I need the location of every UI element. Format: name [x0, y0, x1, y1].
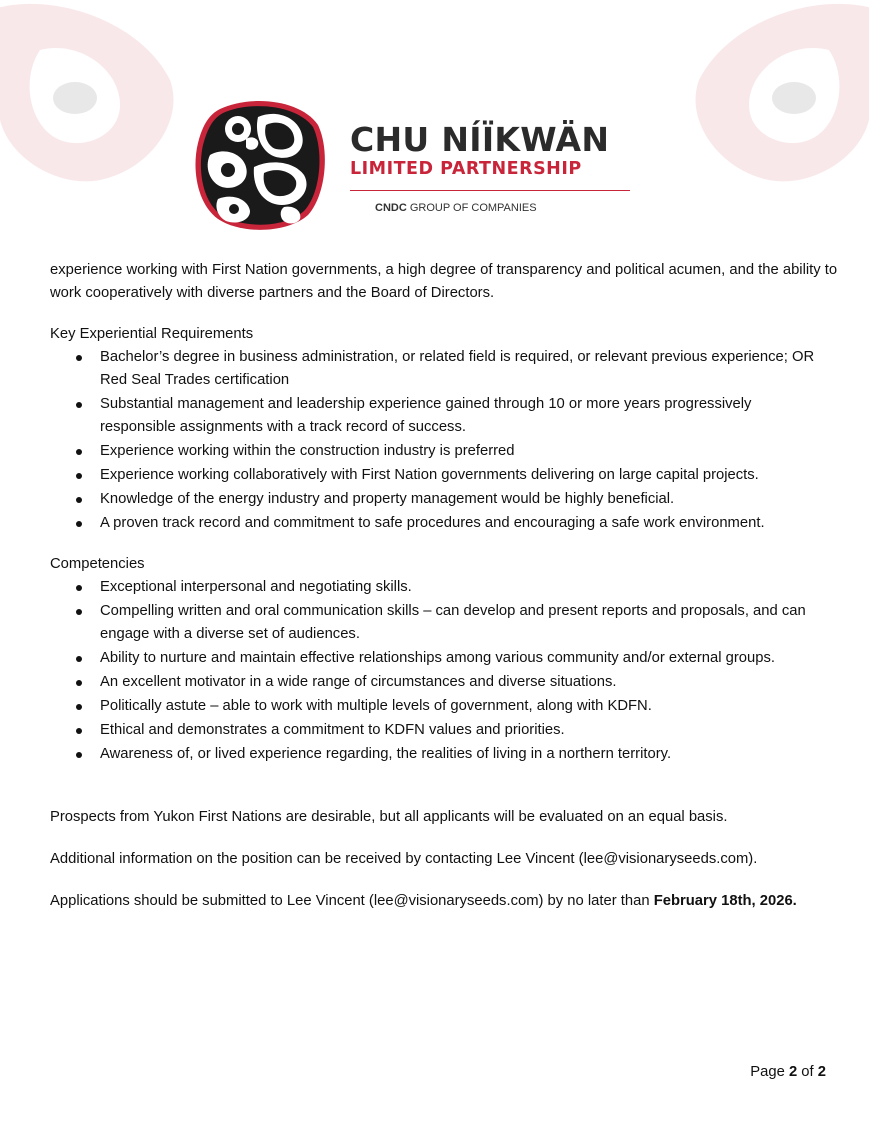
- group-label: GROUP OF COMPANIES: [409, 202, 537, 214]
- competencies-heading: Competencies: [50, 556, 145, 572]
- company-name: CHU NÍÏKWÄN: [350, 120, 610, 159]
- bullet-icon: [76, 497, 82, 503]
- bullet-icon: [76, 704, 82, 710]
- list-item: [50, 671, 820, 694]
- bullet-icon: [76, 656, 82, 662]
- applications-text: Applications should be submitted to Lee Vincent (lee@visionaryseeds.com) by no later than: [50, 893, 654, 909]
- bullet-icon: [76, 752, 82, 758]
- list-item-text: Politically astute – able to work with multiple levels of government, along with KDFN.: [100, 698, 652, 714]
- intro-paragraph: experience working with First Nation governments, a high degree of transparency and political acumen, and the ability to work cooperatively with diverse partners and the Board of Directors.: [50, 262, 838, 301]
- background-formline-art-left: [0, 0, 200, 200]
- list-item-text: Bachelor’s degree in business administration, or related field is required, or relevant previous experience; OR Red Seal Trades certification: [100, 349, 815, 388]
- bullet-icon: [76, 728, 82, 734]
- page-number: [750, 1064, 826, 1080]
- list-item-text: An excellent motivator in a wide range of circumstances and diverse situations.: [100, 674, 617, 690]
- list-item-text: Substantial management and leadership experience gained through 10 or more years progressively responsible assignments with a track record of success.: [100, 396, 752, 435]
- list-item: [50, 576, 820, 599]
- list-item: [50, 440, 820, 463]
- bullet-icon: [76, 609, 82, 615]
- list-item: [50, 512, 820, 535]
- company-subtitle: LIMITED PARTNERSHIP: [350, 159, 582, 179]
- company-logo: [190, 95, 640, 235]
- prospects-paragraph: Prospects from Yukon First Nations are desirable, but all applicants will be evaluated on an equal basis.: [50, 809, 728, 825]
- of-label: of: [801, 1064, 814, 1080]
- background-formline-art-right: [669, 0, 869, 200]
- requirements-list: [50, 346, 840, 535]
- bullet-icon: [76, 473, 82, 479]
- list-item: [50, 695, 820, 718]
- bullet-icon: [76, 355, 82, 361]
- page-label: Page: [750, 1064, 785, 1080]
- company-group-tagline: [375, 202, 537, 214]
- list-item-text: Compelling written and oral communication skills – can develop and present reports and proposals, and can engage with a diverse set of audiences.: [100, 603, 806, 642]
- group-abbreviation: CNDC: [375, 202, 407, 214]
- list-item: [50, 464, 820, 487]
- list-item-text: A proven track record and commitment to safe procedures and encouraging a safe work environment.: [100, 515, 765, 531]
- formline-emblem-icon: [190, 95, 328, 233]
- list-item-text: Ability to nurture and maintain effective relationships among various community and/or external groups.: [100, 650, 775, 666]
- list-item: [50, 743, 820, 766]
- requirements-heading: Key Experiential Requirements: [50, 326, 254, 342]
- bullet-icon: [76, 402, 82, 408]
- total-pages: 2: [817, 1064, 826, 1080]
- application-deadline: February 18th, 2026.: [653, 893, 797, 909]
- bullet-icon: [76, 449, 82, 455]
- document-body: [50, 259, 840, 913]
- list-item: [50, 600, 820, 646]
- list-item-text: Ethical and demonstrates a commitment to KDFN values and priorities.: [100, 722, 565, 738]
- list-item: [50, 647, 820, 670]
- additional-info-paragraph: Additional information on the position can be received by contacting Lee Vincent (lee@visionaryseeds.com).: [50, 851, 758, 867]
- list-item-text: Experience working within the construction industry is preferred: [100, 443, 515, 459]
- applications-paragraph: [50, 890, 840, 913]
- bullet-icon: [76, 585, 82, 591]
- list-item: [50, 719, 820, 742]
- list-item-text: Awareness of, or lived experience regarding, the realities of living in a northern territory.: [100, 746, 672, 762]
- current-page: 2: [788, 1064, 798, 1080]
- logo-divider: [350, 190, 630, 191]
- bullet-icon: [76, 680, 82, 686]
- list-item-text: Experience working collaboratively with First Nation governments delivering on large capital projects.: [100, 467, 759, 483]
- list-item-text: Knowledge of the energy industry and property management would be highly beneficial.: [100, 491, 675, 507]
- competencies-list: [50, 576, 840, 766]
- list-item: [50, 346, 820, 392]
- list-item: [50, 393, 820, 439]
- bullet-icon: [76, 521, 82, 527]
- list-item-text: Exceptional interpersonal and negotiating skills.: [100, 579, 412, 595]
- list-item: [50, 488, 820, 511]
